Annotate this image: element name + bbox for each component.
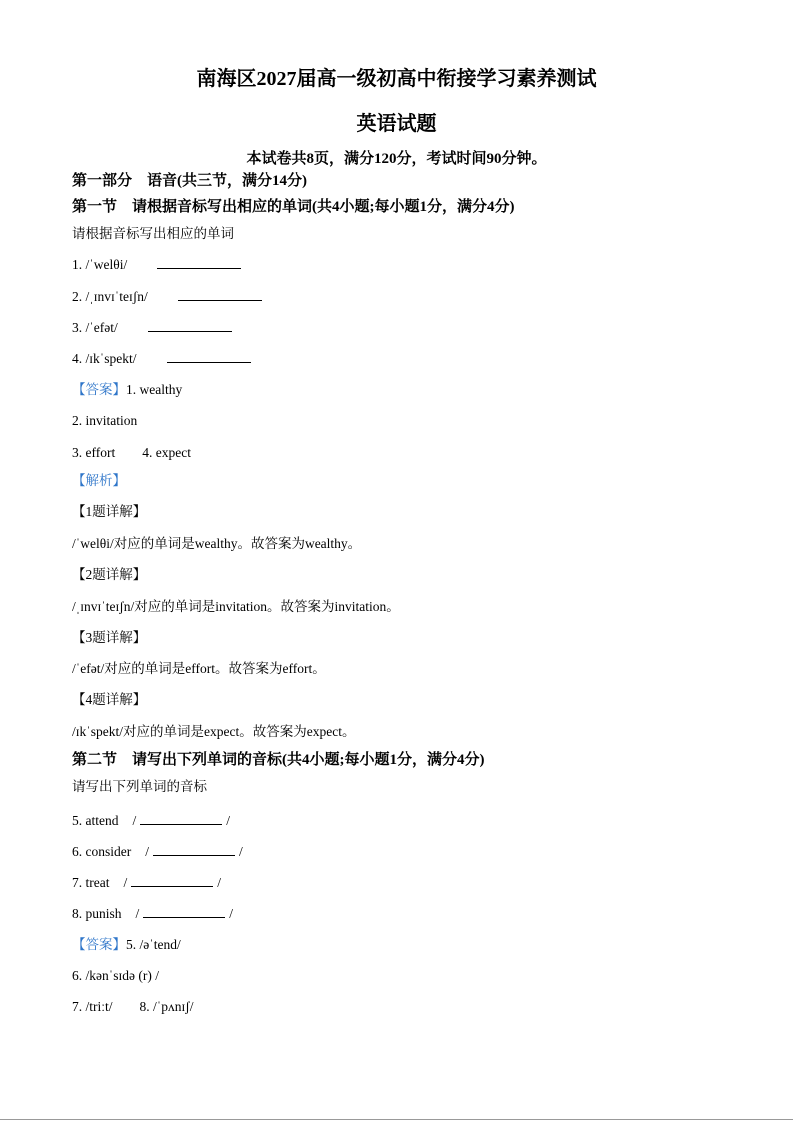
question-1-text: 1. /ˈwelθi/: [72, 257, 128, 272]
slash-close: /: [217, 875, 222, 890]
answer-blank-8[interactable]: [143, 905, 225, 918]
detail-4-heading: 【4题详解】: [72, 692, 147, 707]
answer-blank-4[interactable]: [167, 350, 251, 363]
detail-3-heading: 【3题详解】: [72, 630, 147, 645]
question-2: [72, 288, 262, 306]
answer-blank-7[interactable]: [131, 874, 213, 887]
slash-open: /: [145, 844, 149, 859]
question-7-text: 7. treat: [72, 875, 110, 890]
answer-line-3: [72, 444, 191, 462]
answer-line-5: [72, 936, 181, 954]
answer-1: 1. wealthy: [126, 382, 183, 397]
part1-heading: 第一部分 语音(共三节，满分14分): [72, 173, 307, 189]
answer-4: 4. expect: [142, 445, 191, 460]
answer-blank-5[interactable]: [140, 812, 222, 825]
question-5-text: 5. attend: [72, 813, 119, 828]
analysis-tag: 【解析】: [72, 473, 126, 488]
slash-open: /: [132, 813, 137, 828]
slash-close: /: [239, 844, 243, 859]
question-6-text: 6. consider: [72, 844, 132, 859]
question-8: [72, 905, 233, 923]
question-5: [72, 812, 230, 830]
question-2-text: 2. /ˌɪnvɪˈteɪʃn/: [72, 289, 148, 304]
question-4-text: 4. /ɪkˈspekt/: [72, 351, 137, 366]
question-7: [72, 874, 221, 892]
answer-6: 6. /kənˈsɪdə (r) /: [72, 968, 159, 983]
detail-1-heading: 【1题详解】: [72, 504, 147, 519]
slash-close: /: [226, 813, 231, 828]
answer-2: 2. invitation: [72, 413, 138, 428]
detail-3-text: /ˈefət/对应的单词是effort。故答案为effort。: [72, 661, 326, 676]
slash-close: /: [229, 906, 234, 921]
answer-blank-2[interactable]: [178, 288, 262, 301]
answer-blank-3[interactable]: [148, 319, 232, 332]
detail-4-text: /ɪkˈspekt/对应的单词是expect。故答案为expect。: [72, 724, 356, 739]
answer-line-7: [72, 998, 194, 1016]
detail-2-heading: 【2题详解】: [72, 567, 147, 582]
answer-blank-1[interactable]: [157, 256, 241, 269]
answer-tag: 【答案】: [72, 937, 126, 952]
answer-line-1: [72, 381, 182, 399]
question-1: [72, 256, 241, 274]
page-title: 南海区2027届高一级初高中衔接学习素养测试: [196, 68, 597, 90]
section1-heading: 第一节 请根据音标写出相应的单词(共4小题;每小题1分，满分4分): [72, 199, 515, 215]
question-3-text: 3. /ˈefət/: [72, 320, 118, 335]
answer-tag: 【答案】: [72, 382, 126, 397]
answer-7: 7. /triːt/: [72, 999, 113, 1014]
detail-1-text: /ˈwelθi/对应的单词是wealthy。故答案为wealthy。: [72, 536, 362, 551]
page-bottom-divider: [0, 1119, 793, 1120]
page-subtitle: 英语试题: [356, 113, 437, 135]
exam-info: 本试卷共8页，满分120分，考试时间90分钟。: [246, 151, 547, 167]
answer-8: 8. /ˈpʌnɪʃ/: [139, 999, 194, 1014]
section2-instruction: 请写出下列单词的音标: [72, 779, 207, 794]
detail-2-text: /ˌɪnvɪˈteɪʃn/对应的单词是invitation。故答案为invitation。: [72, 599, 400, 614]
answer-3: 3. effort: [72, 445, 116, 460]
question-6: [72, 843, 243, 861]
question-8-text: 8. punish: [72, 906, 122, 921]
slash-open: /: [135, 906, 140, 921]
question-3: [72, 319, 232, 337]
answer-blank-6[interactable]: [153, 843, 235, 856]
slash-open: /: [123, 875, 128, 890]
section1-instruction: 请根据音标写出相应的单词: [72, 226, 234, 241]
section2-heading: 第二节 请写出下列单词的音标(共4小题;每小题1分，满分4分): [72, 752, 485, 768]
question-4: [72, 350, 251, 368]
answer-5: 5. /əˈtend/: [126, 937, 181, 952]
